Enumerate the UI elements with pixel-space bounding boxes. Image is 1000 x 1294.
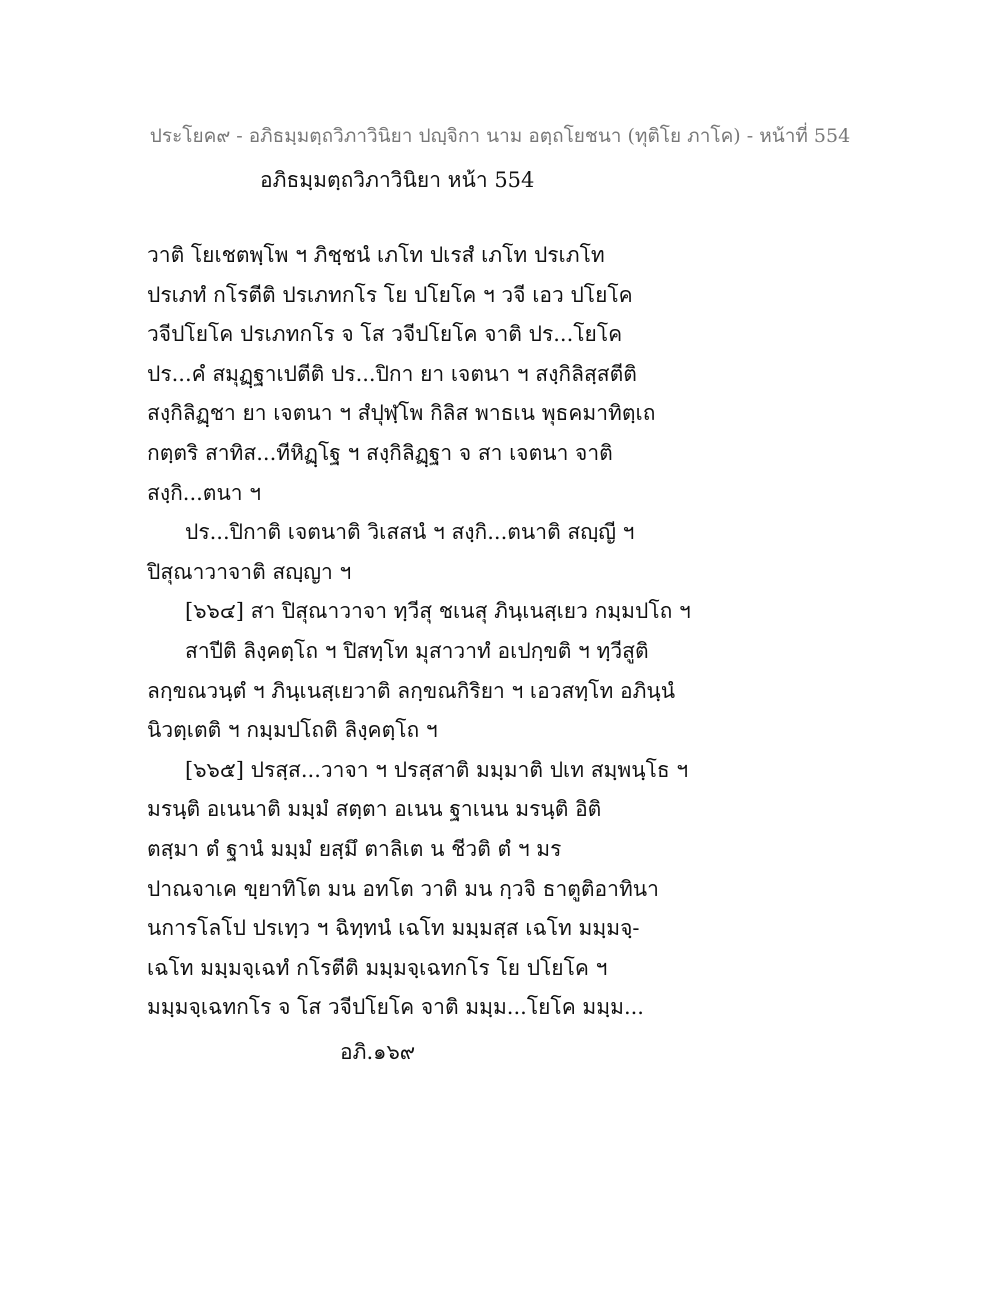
text-line: มมฺมจฺเฉทกโร จ โส วจีปโยโค จาติ มมฺม...โยโค มมฺม...: [147, 995, 644, 1020]
text-line: ปรเภทํ กโรตีติ ปรเภทกโร โย ปโยโค ฯ วจี เอว ปโยโค: [147, 282, 633, 307]
text-line: สงฺกิ...ตนา ฯ: [147, 480, 262, 505]
text-line: ปาณจาเค ขฺยาทิโต มน อทโต วาติ มน กฺวจิ ธาตูติอาทินา: [147, 876, 659, 901]
text-line: ตสฺมา ตํ ฐานํ มมฺมํ ยสฺมึ ตาลิเต น ชีวติ ตํ ฯ มร: [147, 836, 562, 861]
paragraph-start-line: สาปีติ ลิงฺคตฺโถ ฯ ปิสทฺโท มุสาวาทํ อเปกฺขติ ฯ ทฺวีสูติ: [185, 638, 649, 663]
text-line: วาติ โยเชตพฺโพ ฯ ภิชฺชนํ เภโท ปเรสํ เภโท ปรเภโท: [147, 243, 605, 267]
page-subtitle: อภิธมฺมตฺถวิภาวินิยา หน้า 554: [260, 168, 535, 192]
text-line: นิวตฺเตติ ฯ กมฺมปโถติ ลิงฺคตฺโถ ฯ: [147, 718, 438, 743]
text-line: นการโลโป ปรเทฺว ฯ ฉิทฺทนํ เฉโท มมฺมสฺส เฉโท มมฺมจฺ-: [147, 916, 640, 941]
page-signature: อภิ.๑๖๙: [340, 1040, 416, 1064]
running-header: ประโยค๙ - อภิธมฺมตฺถวิภาวินิยา ปญฺจิกา นาม อตฺถโยชนา (ทุติโย ภาโค) - หน้าที่ 554: [149, 125, 851, 147]
paragraph-start-line: [๖๖๔] สา ปิสุณาวาจา ทฺวีสุ ชเนสุ ภินฺเนสฺเยว กมฺมปโถ ฯ: [185, 599, 691, 624]
text-line: ลกฺขณวนฺตํ ฯ ภินฺเนสฺเยวาติ ลกฺขณกิริยา ฯ เอวสทฺโท อภินฺนํ: [147, 678, 676, 703]
page-body: [147, 236, 707, 1028]
paragraph-start-line: [๖๖๕] ปรสฺส...วาจา ฯ ปรสฺสาติ มมฺมาติ ปเท สมฺพนฺโธ ฯ: [185, 757, 689, 782]
text-line: วจีปโยโค ปรเภทกโร จ โส วจีปโยโค จาติ ปร...โยโค: [147, 322, 623, 347]
text-line: เฉโท มมฺมจฺเฉทํ กโรตีติ มมฺมจฺเฉทกโร โย ปโยโค ฯ: [147, 955, 608, 980]
text-line: มรนฺติ อเนนาติ มมฺมํ สตฺตา อเนน ฐาเนน มรนฺติ อิติ: [147, 797, 602, 822]
text-line: สงฺกิลิฏฺชา ยา เจตนา ฯ สํปุฬฺโพ กิลิส พาธเน พุธคมาทิตฺเถ: [147, 401, 656, 426]
text-line: ปิสุณาวาจาติ สญฺญา ฯ: [147, 559, 352, 584]
paragraph-start-line: ปร...ปิกาติ เจตนาติ วิเสสนํ ฯ สงฺกิ...ตนาติ สญฺญี ฯ: [185, 520, 635, 545]
text-line: ปร...คํ สมุฏฺฐาเปตีติ ปร...ปิกา ยา เจตนา ฯ สงฺกิลิสฺสตีติ: [147, 361, 637, 386]
text-line: กตฺตริ สาทิส...ทีหิฏฺโฐ ฯ สงฺกิลิฏฺฐา จ สา เจตนา จาติ: [147, 440, 613, 465]
